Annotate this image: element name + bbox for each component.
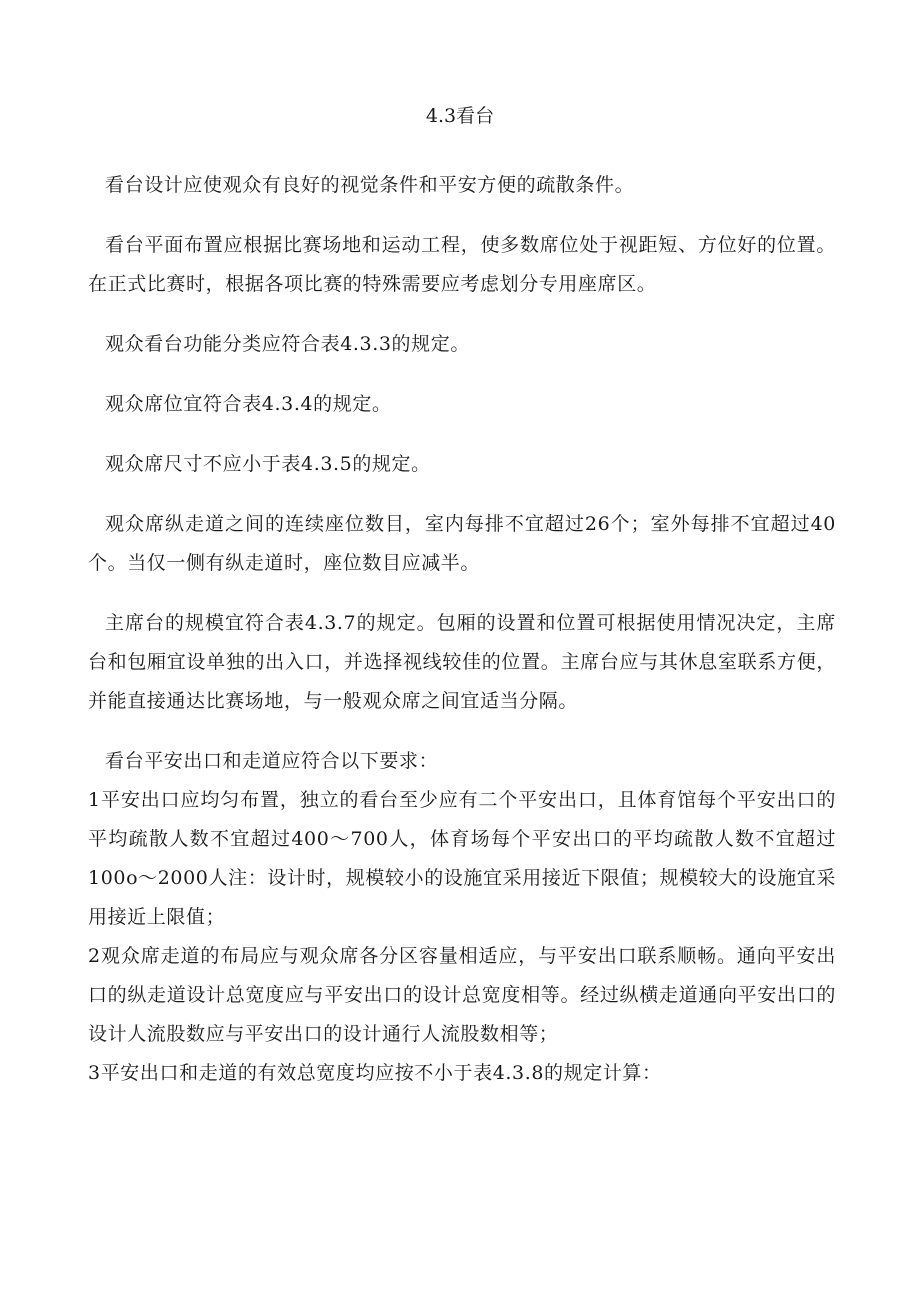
paragraph-seat-size: 观众席尺寸不应小于表4.3.5的规定。 [105,453,431,475]
section-title: 4.3看台 [425,105,495,127]
paragraph-plan-layout: 看台平面布置应根据比赛场地和运动工程，使多数席位处于视距短、方位好的位置。在正式比赛时，根据各项比赛的特殊需要应考虑划分专用座席区。 [88,234,836,295]
paragraph-rostrum: 主席台的规模宜符合表4.3.7的规定。包厢的设置和位置可根据使用情况决定，主席台和包厢宜设单独的出入口，并选择视线较佳的位置。主席台应与其休息室联系方便，并能直接通达比赛场地，与一般观众席之间宜适当分隔。 [88,612,836,712]
paragraph-seat-count: 观众席位宜符合表4.3.4的规定。 [105,393,392,415]
requirements-list [88,781,836,1093]
requirement-item-1: 1平安出口应均匀布置，独立的看台至少应有二个平安出口，且体育馆每个平安出口的平均疏散人数不宜超过400～700人，体育场每个平安出口的平均疏散人数不宜超过100o～2000人注：设计时，规模较小的设施宜采用接近下限值；规模较大的设施宜采用接近上限值； [88,789,836,928]
paragraph-aisle-seats: 观众席纵走道之间的连续座位数目，室内每排不宜超过26个；室外每排不宜超过40个。当仅一侧有纵走道时，座位数目应减半。 [88,513,836,574]
requirement-item-3: 3平安出口和走道的有效总宽度均应按不小于表4.3.8的规定计算： [88,1062,662,1084]
paragraph-function-classification: 观众看台功能分类应符合表4.3.3的规定。 [105,333,470,355]
paragraph-viewing-conditions: 看台设计应使观众有良好的视觉条件和平安方便的疏散条件。 [105,174,635,196]
document-body [88,166,836,1093]
requirement-item-2: 2观众席走道的布局应与观众席各分区容量相适应，与平安出口联系顺畅。通向平安出口的纵走道设计总宽度应与平安出口的设计总宽度相等。经过纵横走道通向平安出口的设计人流股数应与平安出口的设计通行人流股数相等； [88,945,836,1045]
paragraph-exit-requirements: 看台平安出口和走道应符合以下要求： [105,750,439,772]
